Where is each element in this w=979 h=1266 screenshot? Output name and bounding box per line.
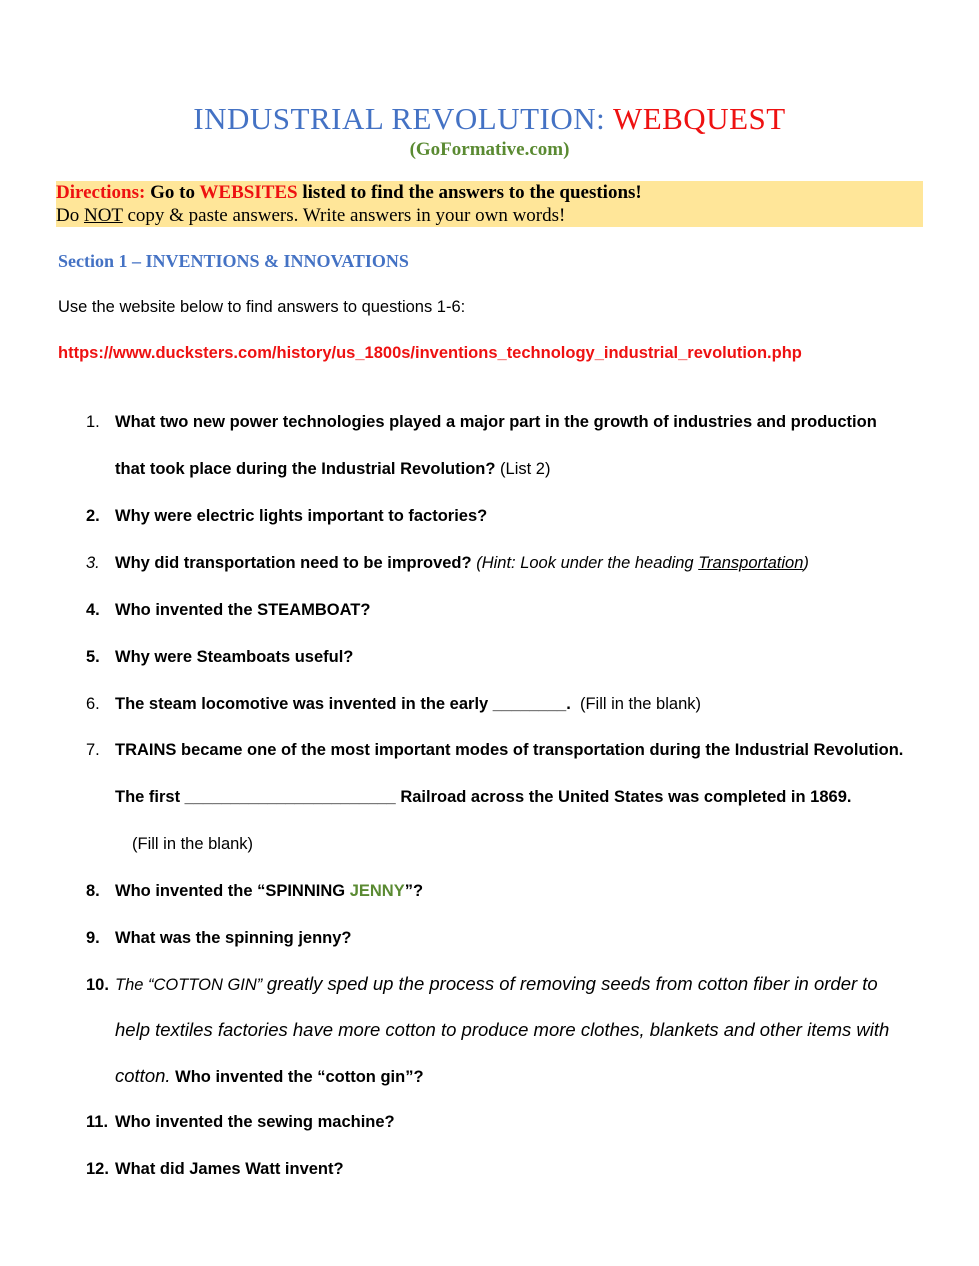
question-text: Why were electric lights important to factories? <box>115 507 488 525</box>
question-number: 3. <box>86 554 100 572</box>
question-5 <box>86 645 353 669</box>
question-1-continued <box>115 457 550 481</box>
question-7 <box>86 738 903 762</box>
directions-websites: WEBSITES <box>199 182 298 203</box>
question-6 <box>86 692 701 716</box>
question-number: 10. <box>86 976 109 994</box>
section-heading: Section 1 – INVENTIONS & INNOVATIONS <box>58 251 409 271</box>
question-12 <box>86 1157 344 1181</box>
question-note: (List 2) <box>500 460 551 478</box>
question-7-note: (Fill in the blank) <box>132 835 254 853</box>
question-2 <box>86 504 487 528</box>
question-text: Who invented the STEAMBOAT? <box>115 601 371 619</box>
question-7-continued <box>115 785 851 809</box>
question-note: (Fill in the blank) <box>579 695 701 713</box>
question-number: 4. <box>86 601 100 619</box>
question-number: 1. <box>86 413 100 431</box>
page-subtitle: (GoFormative.com) <box>409 139 570 160</box>
directions-label: Directions: <box>56 182 146 203</box>
question-text: that took place during the Industrial Revolution? <box>115 460 496 478</box>
question-number: 9. <box>86 929 100 947</box>
directions-not: NOT <box>83 205 123 226</box>
question-text: What did James Watt invent? <box>115 1160 344 1178</box>
directions-do: Do <box>56 205 80 226</box>
question-text: What was the spinning jenny? <box>115 929 352 947</box>
question-jenny: JENNY <box>349 882 405 900</box>
question-text: TRAINS became one of the most important modes of transportation during the Industrial Revolution. <box>115 741 904 759</box>
question-text: Who invented the sewing machine? <box>115 1113 395 1131</box>
directions-box <box>56 181 923 227</box>
title-part-2: WEBQUEST <box>612 101 786 136</box>
question-lead: The “COTTON GIN” <box>115 976 263 994</box>
question-3 <box>86 551 809 575</box>
question-hint <box>476 554 809 572</box>
question-10-continued <box>115 1018 889 1043</box>
question-text: Who invented the “SPINNING <box>115 882 346 900</box>
page-title <box>0 99 979 139</box>
question-11 <box>86 1110 395 1134</box>
question-8 <box>86 879 423 903</box>
question-10 <box>86 972 878 997</box>
question-1 <box>86 410 877 434</box>
question-number: 2. <box>86 507 100 525</box>
question-number: 11. <box>86 1113 109 1131</box>
directions-line-1 <box>56 181 923 204</box>
question-ask: Who invented the “cotton gin”? <box>175 1068 424 1086</box>
directions-line-2-rest: copy & paste answers. Write answers in your own words! <box>127 205 566 226</box>
question-text: Why did transportation need to be improved? <box>115 554 472 572</box>
question-4 <box>86 598 370 622</box>
question-text: Why were Steamboats useful? <box>115 648 354 666</box>
question-text: help textiles factories have more cotton to produce more clothes, blankets and other items with <box>115 1019 890 1040</box>
hint-heading: Transportation <box>698 554 804 572</box>
section-intro: Use the website below to find answers to questions 1-6: <box>58 298 466 316</box>
website-link[interactable]: https://www.ducksters.com/history/us_1800s/inventions_technology_industrial_revolution.php <box>58 344 802 362</box>
hint-text: (Hint: Look under the heading <box>476 554 694 572</box>
question-text: The first _______________________ Railroad across the United States was completed in 1869. <box>115 788 852 806</box>
question-number: 5. <box>86 648 100 666</box>
title-part-1: INDUSTRIAL REVOLUTION: <box>193 101 606 136</box>
question-number: 8. <box>86 882 100 900</box>
question-number: 12. <box>86 1160 109 1178</box>
question-number: 6. <box>86 695 100 713</box>
question-text: greatly sped up the process of removing seeds from cotton fiber in order to <box>266 973 878 994</box>
question-text: The steam locomotive was invented in the early ________. <box>115 695 571 713</box>
hint-close: ) <box>803 554 809 572</box>
question-text: What two new power technologies played a major part in the growth of industries and production <box>115 413 877 431</box>
question-number: 7. <box>86 741 100 759</box>
directions-goto: Go to <box>150 182 195 203</box>
question-9 <box>86 926 352 950</box>
directions-line-2 <box>56 204 923 227</box>
question-10-continued-2 <box>115 1064 424 1089</box>
directions-rest: listed to find the answers to the questions! <box>302 182 642 203</box>
question-text: cotton. <box>115 1065 171 1086</box>
question-text-end: ”? <box>404 882 424 900</box>
